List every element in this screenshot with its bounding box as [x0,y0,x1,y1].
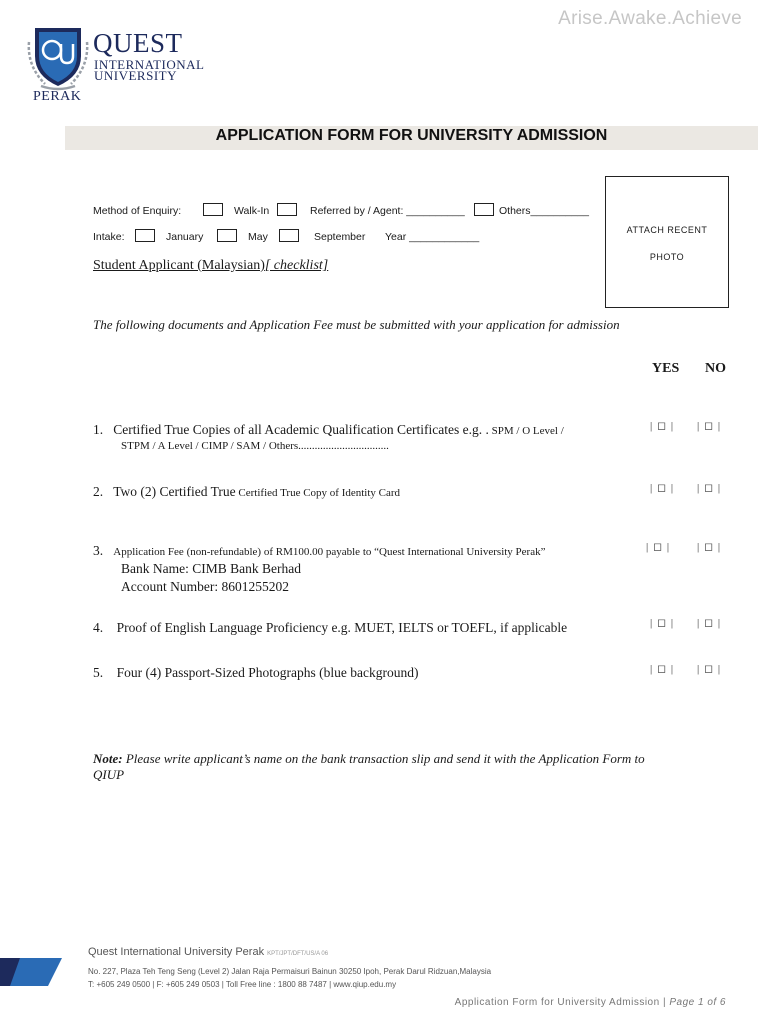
item-1-no-checkbox[interactable]: | ◻ | [697,420,722,432]
page-footer-label: Application Form for University Admission | [454,997,667,1008]
enquiry-label: Method of Enquiry: [93,205,182,217]
january-checkbox[interactable] [135,229,155,242]
footer-stripe-graphic [0,958,62,986]
item-2-text: Two (2) Certified True [113,484,236,499]
item-5-yes-checkbox[interactable]: | ◻ | [650,663,675,675]
page-number: Page 1 of 6 [669,997,726,1008]
yes-column-header: YES [652,361,680,376]
photo-attachment-box[interactable] [605,176,729,308]
item-1-number: 1. [93,422,104,437]
university-crest-icon [25,22,91,92]
note-line-1 [93,750,713,767]
item-4-number: 4. [93,620,104,635]
note-label: Note: [93,751,123,766]
item-2-text-sub: Certified True Copy of Identity Card [235,487,401,499]
item-2 [93,484,400,500]
item-3-number: 3. [93,543,104,558]
item-2-number: 2. [93,484,104,499]
logo-international-text: INTERNATIONAL [94,57,205,72]
item-3 [93,543,545,559]
instructions-text: The following documents and Application Fee must be submitted with your application for admission [93,317,620,332]
item-3-yes-checkbox[interactable]: | ◻ | [646,541,671,553]
logo-campus-text: PERAK [33,89,82,104]
walkin-label: Walk-In [234,205,270,217]
section-title-checklist: [ checklist] [264,258,329,273]
item-5-no-checkbox[interactable]: | ◻ | [697,663,722,675]
item-2-no-checkbox[interactable]: | ◻ | [697,482,722,494]
item-1-line2: STPM / A Level / CIMP / SAM / Others................................. [121,440,389,452]
section-title-main: Student Applicant (Malaysian) [93,258,265,273]
item-1-text: Certified True Copies of all Academic Qualification Certificates e.g. . [113,422,489,437]
footer-institution [88,946,328,958]
item-1-yes-checkbox[interactable]: | ◻ | [650,420,675,432]
photo-box-label-2: PHOTO [649,252,685,262]
note-text: Please write applicant’s name on the bank transaction slip and send it with the Application Form to [122,751,645,766]
page-title: APPLICATION FORM FOR UNIVERSITY ADMISSION [215,127,608,144]
year-field[interactable]: Year ____________ [385,231,480,243]
item-5-text: Four (4) Passport-Sized Photographs (blue background) [116,665,419,680]
item-5 [93,665,418,681]
footer-code: KPT/JPT/DFT/US/A 06 [267,951,329,957]
january-label: January [166,231,204,243]
note-line-2: QIUP [93,767,125,782]
item-3-text: Application Fee (non-refundable) of RM100.00 payable to “Quest International University Perak” [113,546,546,558]
walkin-checkbox[interactable] [203,203,223,216]
photo-box-label-1: ATTACH RECENT [626,225,708,235]
item-4-yes-checkbox[interactable]: | ◻ | [650,617,675,629]
september-checkbox[interactable] [279,229,299,242]
others-checkbox[interactable] [474,203,494,216]
page-footer-line [455,997,726,1008]
item-2-yes-checkbox[interactable]: | ◻ | [650,482,675,494]
referred-checkbox[interactable] [277,203,297,216]
item-4-text: Proof of English Language Proficiency e.g. MUET, IELTS or TOEFL, if applicable [116,620,568,635]
logo-university-text: UNIVERSITY [94,68,177,83]
slogan: Arise.Awake.Achieve [558,8,742,29]
item-1 [93,422,564,438]
footer-contacts: T: +605 249 0500 | F: +605 249 0503 | Toll Free line : 1800 88 7487 | www.qiup.edu.my [88,980,397,989]
item-5-number: 5. [93,665,104,680]
september-label: September [314,231,366,243]
footer-institution-name: Quest International University Perak [88,946,265,958]
item-1-text-sub: SPM / O Level / [488,425,564,437]
no-column-header: NO [705,361,726,376]
intake-label: Intake: [93,231,125,243]
section-title [93,258,328,274]
may-checkbox[interactable] [217,229,237,242]
referred-label: Referred by / Agent: __________ [310,205,465,217]
item-4-no-checkbox[interactable]: | ◻ | [697,617,722,629]
item-4 [93,620,567,636]
item-3-account-number: Account Number: 8601255202 [121,579,289,594]
item-3-no-checkbox[interactable]: | ◻ | [697,541,722,553]
footer-address: No. 227, Plaza Teh Teng Seng (Level 2) Jalan Raja Permaisuri Bainun 30250 Ipoh, Perak Darul Ridzuan,Malaysia [88,967,492,976]
item-3-bank-name: Bank Name: CIMB Bank Berhad [121,561,301,576]
may-label: May [248,231,268,243]
others-label: Others__________ [499,205,589,217]
logo-quest-text: QUEST [93,28,183,58]
